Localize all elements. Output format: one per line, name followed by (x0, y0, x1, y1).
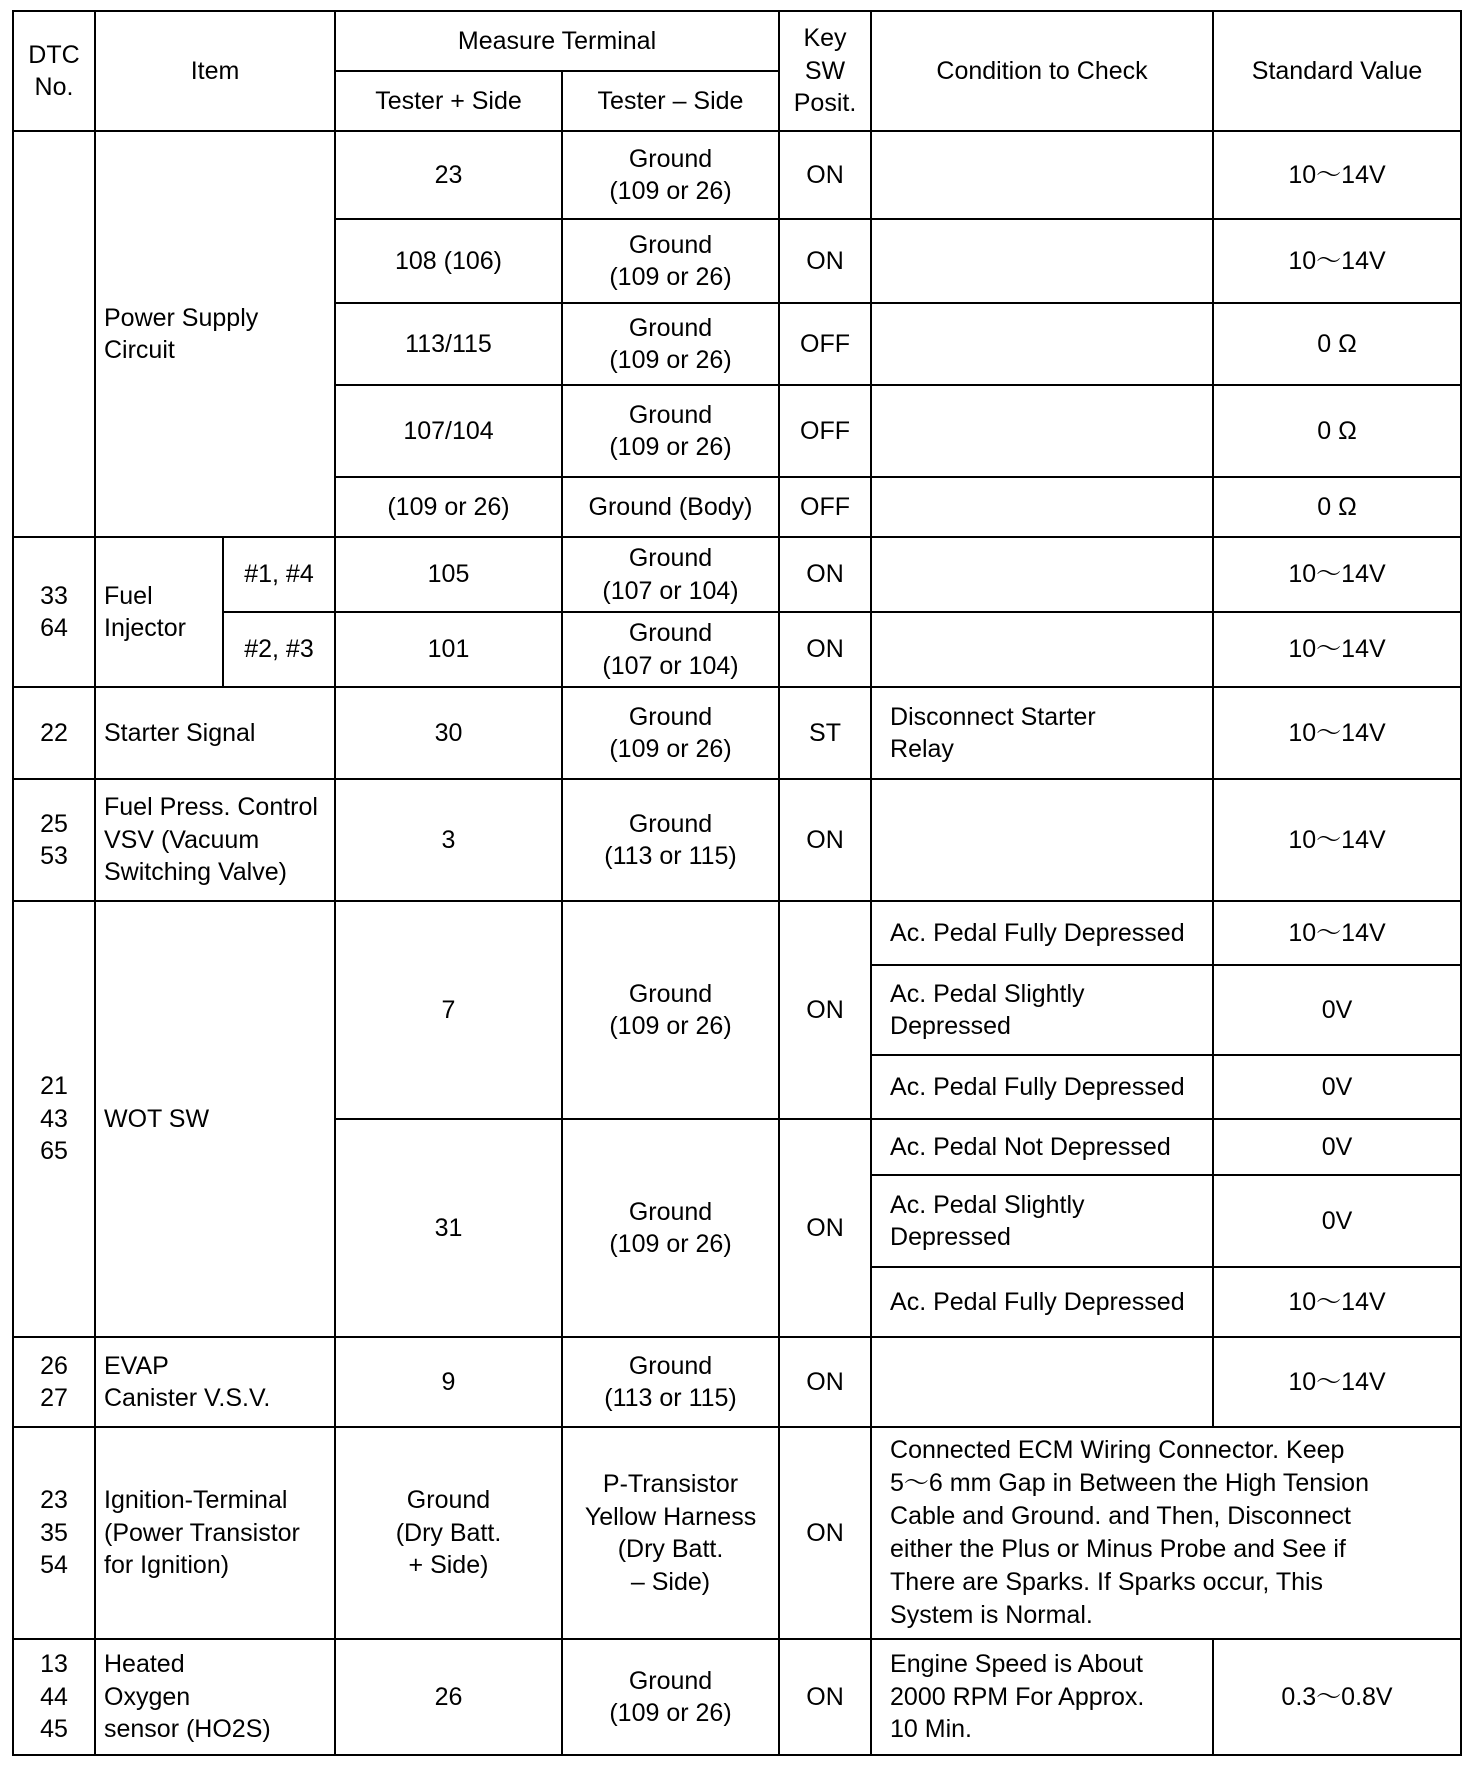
sub-item-cell: #2, #3 (223, 612, 335, 687)
key-sw-cell: ON (779, 1337, 871, 1427)
tester-plus-cell: 30 (335, 687, 562, 779)
item-cell: EVAP Canister V.S.V. (95, 1337, 335, 1427)
key-sw-cell: ON (779, 1639, 871, 1755)
item-cell: Fuel Press. Control VSV (Vacuum Switching Valve) (95, 779, 335, 901)
key-sw-cell: ON (779, 1427, 871, 1639)
sub-item-cell: #1, #4 (223, 537, 335, 612)
table-row (13, 612, 1461, 687)
tester-minus-cell: Ground (113 or 115) (562, 1337, 779, 1427)
condition-cell (871, 1337, 1213, 1427)
standard-value-cell: 0V (1213, 965, 1461, 1055)
tester-minus-cell: Ground (109 or 26) (562, 219, 779, 303)
standard-value-cell: 10～14V (1213, 537, 1461, 612)
ecm-terminal-check-table (12, 10, 1462, 1756)
tester-minus-cell: Ground (Body) (562, 477, 779, 537)
condition-cell (871, 385, 1213, 477)
tester-minus-cell: Ground (113 or 115) (562, 779, 779, 901)
tester-minus-cell: Ground (109 or 26) (562, 385, 779, 477)
key-sw-cell: ST (779, 687, 871, 779)
tester-minus-cell: Ground (107 or 104) (562, 612, 779, 687)
key-sw-cell: ON (779, 219, 871, 303)
key-sw-cell: ON (779, 901, 871, 1119)
standard-value-cell: 10～14V (1213, 219, 1461, 303)
tester-plus-cell: 108 (106) (335, 219, 562, 303)
item-cell: Power Supply Circuit (95, 131, 335, 537)
condition-cell: Ac. Pedal Slightly Depressed (871, 965, 1213, 1055)
header-standard-value: Standard Value (1213, 11, 1461, 131)
header-row-1 (13, 11, 1461, 71)
table-row (13, 1427, 1461, 1639)
table-row (13, 131, 1461, 219)
tester-plus-cell: 107/104 (335, 385, 562, 477)
tester-plus-cell: 3 (335, 779, 562, 901)
header-tester-minus-side: Tester – Side (562, 71, 779, 131)
standard-value-cell: 10～14V (1213, 1267, 1461, 1337)
dtc-cell: 23 35 54 (13, 1427, 95, 1639)
item-cell: WOT SW (95, 901, 335, 1337)
condition-cell: Ac. Pedal Fully Depressed (871, 1267, 1213, 1337)
standard-value-cell: 10～14V (1213, 687, 1461, 779)
tester-minus-cell: Ground (109 or 26) (562, 901, 779, 1119)
spec-table-wrapper (12, 10, 1460, 1756)
dtc-cell (13, 131, 95, 537)
tester-plus-cell: Ground (Dry Batt. + Side) (335, 1427, 562, 1639)
header-condition-to-check: Condition to Check (871, 11, 1213, 131)
tester-plus-cell: 31 (335, 1119, 562, 1337)
dtc-cell: 21 43 65 (13, 901, 95, 1337)
key-sw-cell: ON (779, 537, 871, 612)
condition-cell: Engine Speed is About 2000 RPM For Approx. 10 Min. (871, 1639, 1213, 1755)
key-sw-cell: OFF (779, 385, 871, 477)
table-row (13, 537, 1461, 612)
key-sw-cell: ON (779, 779, 871, 901)
condition-cell: Ac. Pedal Fully Depressed (871, 1055, 1213, 1119)
dtc-cell: 13 44 45 (13, 1639, 95, 1755)
dtc-cell: 22 (13, 687, 95, 779)
condition-cell: Ac. Pedal Fully Depressed (871, 901, 1213, 965)
condition-cell: Connected ECM Wiring Connector. Keep 5～6 mm Gap in Between the High Tension Cable and Ground. and Then, Disconnect either the Plus or Minus Probe and See if There are Sparks. If Sparks occur, This System is Normal. (871, 1427, 1461, 1639)
item-cell: Ignition-Terminal (Power Transistor for Ignition) (95, 1427, 335, 1639)
standard-value-cell: 0 Ω (1213, 477, 1461, 537)
key-sw-cell: ON (779, 612, 871, 687)
condition-cell (871, 219, 1213, 303)
tester-plus-cell: 7 (335, 901, 562, 1119)
condition-cell (871, 303, 1213, 385)
item-cell: Starter Signal (95, 687, 335, 779)
tester-minus-cell: P-Transistor Yellow Harness (Dry Batt. – Side) (562, 1427, 779, 1639)
tester-plus-cell: 23 (335, 131, 562, 219)
condition-cell (871, 131, 1213, 219)
table-row (13, 901, 1461, 965)
key-sw-cell: OFF (779, 303, 871, 385)
dtc-cell: 33 64 (13, 537, 95, 687)
standard-value-cell: 0V (1213, 1119, 1461, 1175)
header-dtc-no: DTC No. (13, 11, 95, 131)
condition-cell (871, 537, 1213, 612)
tester-minus-cell: Ground (109 or 26) (562, 687, 779, 779)
table-row (13, 687, 1461, 779)
item-cell: Heated Oxygen sensor (HO2S) (95, 1639, 335, 1755)
standard-value-cell: 0 Ω (1213, 303, 1461, 385)
standard-value-cell: 0.3～0.8V (1213, 1639, 1461, 1755)
condition-cell (871, 612, 1213, 687)
tester-plus-cell: (109 or 26) (335, 477, 562, 537)
key-sw-cell: ON (779, 1119, 871, 1337)
header-item: Item (95, 11, 335, 131)
tester-plus-cell: 113/115 (335, 303, 562, 385)
tester-plus-cell: 9 (335, 1337, 562, 1427)
condition-cell: Ac. Pedal Not Depressed (871, 1119, 1213, 1175)
table-row (13, 1639, 1461, 1755)
dtc-cell: 25 53 (13, 779, 95, 901)
item-cell: Fuel Injector (95, 537, 223, 687)
standard-value-cell: 10～14V (1213, 612, 1461, 687)
key-sw-cell: OFF (779, 477, 871, 537)
header-key-sw-posit: Key SW Posit. (779, 11, 871, 131)
tester-plus-cell: 26 (335, 1639, 562, 1755)
tester-minus-cell: Ground (109 or 26) (562, 131, 779, 219)
standard-value-cell: 10～14V (1213, 779, 1461, 901)
table-row (13, 779, 1461, 901)
condition-cell (871, 477, 1213, 537)
tester-plus-cell: 105 (335, 537, 562, 612)
header-tester-plus-side: Tester + Side (335, 71, 562, 131)
standard-value-cell: 10～14V (1213, 901, 1461, 965)
tester-minus-cell: Ground (109 or 26) (562, 1119, 779, 1337)
dtc-cell: 26 27 (13, 1337, 95, 1427)
standard-value-cell: 10～14V (1213, 1337, 1461, 1427)
table-row (13, 1337, 1461, 1427)
condition-cell: Disconnect Starter Relay (871, 687, 1213, 779)
tester-minus-cell: Ground (107 or 104) (562, 537, 779, 612)
tester-plus-cell: 101 (335, 612, 562, 687)
standard-value-cell: 10～14V (1213, 131, 1461, 219)
condition-cell: Ac. Pedal Slightly Depressed (871, 1175, 1213, 1267)
tester-minus-cell: Ground (109 or 26) (562, 1639, 779, 1755)
standard-value-cell: 0V (1213, 1055, 1461, 1119)
key-sw-cell: ON (779, 131, 871, 219)
tester-minus-cell: Ground (109 or 26) (562, 303, 779, 385)
header-measure-terminal: Measure Terminal (335, 11, 779, 71)
standard-value-cell: 0 Ω (1213, 385, 1461, 477)
standard-value-cell: 0V (1213, 1175, 1461, 1267)
condition-cell (871, 779, 1213, 901)
